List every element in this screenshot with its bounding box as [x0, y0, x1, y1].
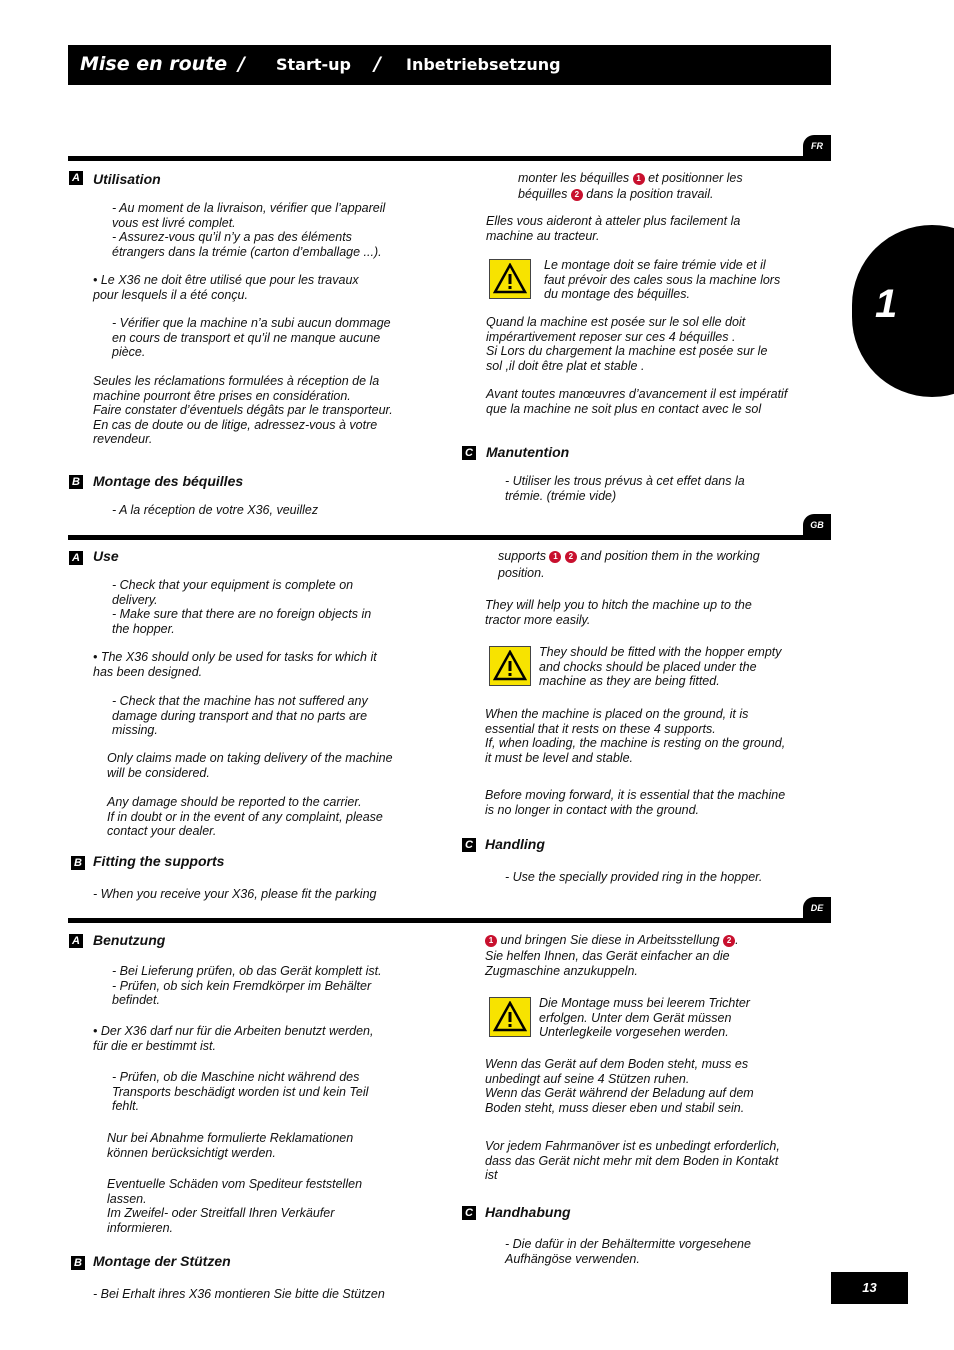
heading-use: Use — [93, 548, 119, 564]
de-r-para-1: Sie helfen Ihnen, das Gerät einfacher an die Zugmaschine anzukuppeln. — [485, 949, 730, 978]
gb-r-para-2: When the machine is placed on the ground, it is essential that it rests on these 4 supports. If, when loading, the machine is resting on the ground, it must be level and stable. — [485, 707, 786, 765]
de-r-para-3: Vor jedem Fahrmanöver ist es unbedingt erforderlich, dass das Gerät nicht mehr mit dem Boden in Kontakt ist — [485, 1139, 780, 1183]
gb-list-1: - Check that your equipment is complete on delivery. - Make sure that there are no foreign objects in the hopper. — [112, 578, 372, 636]
de-support-line-1: 1 und bringen Sie diese in Arbeitsstellung 2 . — [485, 933, 739, 948]
title-bar — [68, 45, 831, 85]
fr-b-list: - A la réception de votre X36, veuillez — [112, 503, 319, 517]
heading-utilisation: Utilisation — [93, 171, 161, 187]
gb-support-line-2: position. — [498, 566, 545, 580]
fr-list-2: - Vérifier que la machine n’a subi aucun dommage en cours de transport et qu’il ne manque aucune pièce. — [112, 316, 391, 360]
heading-fitting: Fitting the supports — [93, 853, 225, 869]
marker-1: 1 — [633, 173, 645, 185]
section-letter: C — [462, 446, 476, 460]
title-fr: Mise en route — [80, 53, 228, 75]
gb-bullet: • The X36 should only be used for tasks for which it has been designed. — [93, 650, 377, 679]
gb-c-list: - Use the specially provided ring in the hopper. — [505, 870, 763, 884]
fr-r-para-3: Avant toutes manœuvres d’avancement il est impératif que la machine ne soit plus en contact avec le sol — [486, 387, 788, 416]
marker-2: 2 — [723, 935, 735, 947]
title-en: Start-up — [276, 55, 351, 74]
gb-para-1: Only claims made on taking delivery of the machine will be considered. — [107, 751, 393, 780]
gb-list-2: - Check that the machine has not suffered any damage during transport and that no parts are missing. — [112, 694, 368, 738]
heading-montage: Montage des béquilles — [93, 473, 244, 489]
section-letter: A — [69, 934, 83, 948]
fr-c-list: - Utiliser les trous prévus à cet effet dans la trémie. (trémie vide) — [505, 474, 745, 503]
marker-1: 1 — [485, 935, 497, 947]
section-letter: B — [71, 1256, 85, 1270]
warning-icon — [489, 646, 531, 686]
de-para-1: Nur bei Abnahme formulierte Reklamationen können berücksichtigt werden. — [107, 1131, 354, 1160]
chapter-number: 1 — [875, 282, 898, 326]
gb-support-line-1: supports 1 2 and position them in the working — [498, 549, 760, 563]
heading-manutention: Manutention — [486, 444, 570, 460]
heading-handling: Handling — [485, 836, 545, 852]
warning-icon — [489, 259, 531, 299]
heading-montage-stuetzen: Montage der Stützen — [93, 1253, 231, 1269]
lang-tab-gb: GB — [803, 514, 831, 536]
warning-icon — [489, 997, 531, 1037]
section-letter: C — [462, 1206, 476, 1220]
de-list-1: - Bei Lieferung prüfen, ob das Gerät komplett ist. - Prüfen, ob sich kein Fremdkörper im Behälter befindet. — [112, 964, 382, 1008]
marker-2: 2 — [571, 189, 583, 201]
fr-r-para-1: Elles vous aideront à atteler plus facilement la machine au tracteur. — [486, 214, 741, 243]
marker-1: 1 — [549, 551, 561, 563]
section-letter: A — [69, 551, 83, 565]
section-rule-gb — [68, 520, 831, 540]
chapter-tab — [852, 225, 954, 397]
heading-benutzung: Benutzung — [93, 932, 166, 948]
fr-support-line-2: béquilles 2 dans la position travail. — [518, 187, 714, 201]
gb-r-para-3: Before moving forward, it is essential that the machine is no longer in contact with the ground. — [485, 788, 786, 817]
section-letter: B — [69, 475, 83, 489]
title-de: Inbetriebsetzung — [406, 55, 561, 74]
title-separator: / — [374, 53, 381, 75]
section-letter: A — [69, 171, 83, 185]
fr-para: Seules les réclamations formulées à réception de la machine pourront être prises en considération. Faire constater d’éventuels dégâts par le transporteur. En cas de doute ou de litige, adressez-vous à votre revendeur. — [93, 374, 393, 447]
fr-bullet: • Le X36 ne doit être utilisé que pour les travaux pour lesquels il a été conçu. — [93, 273, 359, 302]
fr-warning-text: Le montage doit se faire trémie vide et il faut prévoir des cales sous la machine lors du montage des béquilles. — [544, 258, 781, 302]
gb-b-list: - When you receive your X36, please fit the parking — [93, 887, 377, 901]
section-rule-fr — [68, 141, 831, 161]
lang-tab-fr: FR — [803, 135, 831, 157]
section-rule-de — [68, 903, 831, 923]
fr-r-para-2: Quand la machine est posée sur le sol elle doit impérartivement reposer sur ces 4 béquilles . Si Lors du chargement la machine est posée sur le sol ,il doit être plat et stable . — [486, 315, 768, 373]
marker-2: 2 — [565, 551, 577, 563]
lang-tab-de: DE — [803, 897, 831, 919]
section-letter: C — [462, 838, 476, 852]
de-c-list: - Die dafür in der Behältermitte vorgesehene Aufhängöse verwenden. — [505, 1237, 751, 1266]
title-separator: / — [238, 53, 245, 75]
de-bullet: • Der X36 darf nur für die Arbeiten benutzt werden, für die er bestimmt ist. — [93, 1024, 374, 1053]
heading-handhabung: Handhabung — [485, 1204, 571, 1220]
gb-warning-text: They should be fitted with the hopper empty and chocks should be placed under the machine as they are being fitted. — [539, 645, 782, 689]
page-number: 13 — [831, 1272, 908, 1304]
gb-para-2: Any damage should be reported to the carrier. If in doubt or in the event of any complaint, please contact your dealer. — [107, 795, 383, 839]
de-warning-text: Die Montage muss bei leerem Trichter erfolgen. Unter dem Gerät müssen Unterlegkeile vorgesehen werden. — [539, 996, 750, 1040]
fr-list-1: - Au moment de la livraison, vérifier que l’appareil vous est livré complet. - Assurez-vous qu’il n’y a pas des éléments étrangers dans la trémie (carton d’emballage ...). — [112, 201, 386, 259]
de-list-2: - Prüfen, ob die Maschine nicht während des Transports beschädigt worden ist und kein Teil fehlt. — [112, 1070, 369, 1114]
de-para-2: Eventuelle Schäden vom Spediteur feststellen lassen. Im Zweifel- oder Streitfall Ihren Verkäufer informieren. — [107, 1177, 363, 1235]
de-b-list: - Bei Erhalt ihres X36 montieren Sie bitte die Stützen — [93, 1287, 385, 1301]
de-r-para-2: Wenn das Gerät auf dem Boden steht, muss es unbedingt auf seine 4 Stützen ruhen. Wenn das Gerät während der Beladung auf dem Boden steht, muss dieser eben und stabil sein. — [485, 1057, 754, 1115]
section-letter: B — [71, 856, 85, 870]
gb-r-para-1: They will help you to hitch the machine up to the tractor more easily. — [485, 598, 752, 627]
fr-support-line-1: monter les béquilles 1 et positionner les — [518, 171, 743, 185]
